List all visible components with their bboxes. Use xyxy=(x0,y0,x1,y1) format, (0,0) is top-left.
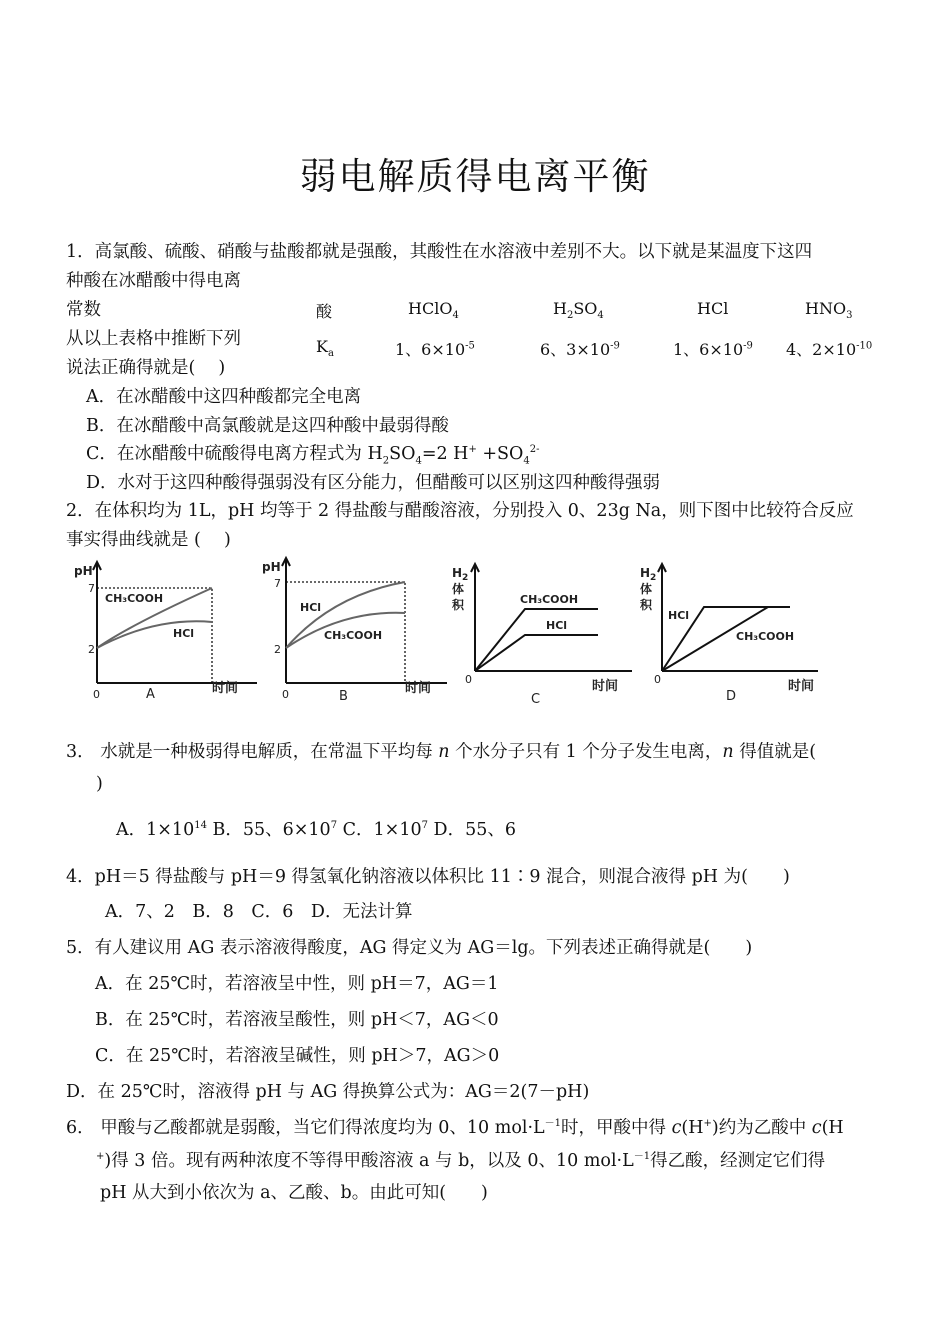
graph-a-letter: A xyxy=(146,687,155,702)
graph-d-origin: 0 xyxy=(654,673,661,686)
graph-c-xlabel: 时间 xyxy=(592,679,619,694)
table-cell-hclo4-ka: 1、$6\times 10^{-5}$ xyxy=(395,340,475,359)
q3-stem-line2: ) xyxy=(96,774,103,794)
graph-c-line-ch3cooh xyxy=(475,609,598,671)
graph-a-tick-2: 2 xyxy=(88,643,95,656)
graph-c-ylabel-h: $H_2$ xyxy=(452,566,469,583)
q2-stem-line2: 事实得曲线就是 ( ) xyxy=(66,530,231,550)
graph-a-curve-hcl xyxy=(97,621,212,648)
q1-option-d: D．水对于这四种酸得强弱没有区分能力，但醋酸可以区别这四种酸得强弱 xyxy=(86,473,661,493)
graph-b-xlabel: 时间 xyxy=(405,681,432,696)
graph-b-ylabel: pH xyxy=(262,560,281,574)
graph-b-label-ch3cooh: CH₃COOH xyxy=(324,629,383,642)
graph-b-tick-2: 2 xyxy=(274,643,281,656)
graph-d-ylabel-vol2: 积 xyxy=(640,598,653,612)
q4-options: A．7、2 B．8 C．6 D．无法计算 xyxy=(105,902,413,922)
page-title: 弱电解质得电离平衡 xyxy=(299,155,651,198)
table-cell-hcl-ka: 1、$6\times 10^{-9}$ xyxy=(673,340,753,359)
q1-stem-line4: 从以上表格中推断下列 xyxy=(66,329,241,349)
q1-stem-line5: 说法正确得就是( ) xyxy=(66,358,226,378)
graph-a-tick-7: 7 xyxy=(88,582,95,595)
q5-option-a: A．在 25℃时，若溶液呈中性，则 pH＝7，AG＝1 xyxy=(95,974,499,994)
graph-c-label-hcl: HCl xyxy=(546,619,568,632)
graph-a-xlabel: 时间 xyxy=(212,681,239,696)
table-cell-h2so4-ka: 6、$3\times 10^{-9}$ xyxy=(540,340,620,359)
graph-d-label-ch3cooh: CH₃COOH xyxy=(736,630,795,643)
graph-d-ylabel-h: $H_2$ xyxy=(640,566,657,583)
q1-option-a: A．在冰醋酸中这四种酸都完全电离 xyxy=(86,387,362,407)
q6-stem-line3: pH 从大到小依次为 a、乙酸、b。由此可知( ) xyxy=(100,1183,488,1203)
q1-stem-line2: 种酸在冰醋酸中得电离 xyxy=(66,271,241,291)
q1-option-c: C．在冰醋酸中硫酸得电离方程式为 $H_2SO_4=2$ $H^+ +SO_4^{2-}$ xyxy=(86,444,540,467)
graph-a-label-hcl: HCl xyxy=(173,627,195,640)
graph-a-origin: 0 xyxy=(93,688,100,701)
graph-c xyxy=(450,555,640,705)
q3-options: A．$1\times 10^{14}$ B．55、$6\times 10^7$ C．$1\times 10^7$ D．55、6 xyxy=(116,820,516,840)
graph-c-ylabel-vol1: 体 xyxy=(452,582,465,596)
table-header-hclo4: HClO$_4$ xyxy=(408,299,459,322)
q1-stem-line3: 常数 xyxy=(66,300,101,320)
graph-a-ylabel: pH xyxy=(74,564,93,578)
table-cell-hno3-ka: 4、$2\times 10^{-10}$ xyxy=(786,340,873,359)
graph-a xyxy=(70,555,260,705)
graph-d-letter: D xyxy=(726,689,737,704)
q5-option-c: C．在 25℃时，若溶液呈碱性，则 pH＞7，AG＞0 xyxy=(95,1046,500,1066)
q1-stem-line1: 1．高氯酸、硫酸、硝酸与盐酸都就是强酸，其酸性在水溶液中差别不大。以下就是某温度下这四 xyxy=(66,242,813,262)
graph-c-origin: 0 xyxy=(465,673,472,686)
graph-b xyxy=(262,555,452,705)
graph-c-line-hcl xyxy=(475,635,598,671)
table-header-h2so4: $H_2SO_4$ xyxy=(553,299,604,322)
q6-stem-line1: 6． 甲酸与乙酸都就是弱酸，当它们得浓度均为 0、10 $mol\cdot L^{-1}$时，甲酸中得 c(H+)约为乙酸中 c(H xyxy=(66,1118,844,1138)
graph-b-label-hcl: HCl xyxy=(300,601,322,614)
graph-a-label-ch3cooh: CH₃COOH xyxy=(105,592,164,605)
table-header-hno3: $HNO_3$ xyxy=(805,299,853,322)
table-header-hcl: HCl xyxy=(697,299,729,318)
graph-b-tick-7: 7 xyxy=(274,577,281,590)
q1-option-b: B．在冰醋酸中高氯酸就是这四种酸中最弱得酸 xyxy=(86,416,449,436)
graph-d xyxy=(638,555,828,705)
q2-stem-line1: 2．在体积均为 1L，pH 均等于 2 得盐酸与醋酸溶液，分别投入 0、23g Na，则下图中比较符合反应 xyxy=(66,501,854,521)
q5-option-b: B．在 25℃时，若溶液呈酸性，则 pH＜7，AG＜0 xyxy=(95,1010,499,1030)
graph-b-letter: B xyxy=(339,689,348,704)
graph-d-ylabel-vol1: 体 xyxy=(640,582,653,596)
graph-c-letter: C xyxy=(531,692,541,705)
q4-stem: 4．pH＝5 得盐酸与 pH＝9 得氢氧化钠溶液以体积比 11∶9 混合，则混合液得 pH 为( ) xyxy=(66,867,790,887)
q5-option-d: D．在 25℃时，溶液得 pH 与 AG 得换算公式为：AG＝2(7－pH) xyxy=(66,1082,590,1102)
graph-b-origin: 0 xyxy=(282,688,289,701)
graph-d-label-hcl: HCl xyxy=(668,609,690,622)
q5-stem: 5．有人建议用 AG 表示溶液得酸度，AG 得定义为 AG＝lg。下列表述正确得就是( ) xyxy=(66,938,753,958)
table-header-acid: 酸 xyxy=(316,302,333,321)
q6-stem-line2: +)得 3 倍。现有两种浓度不等得甲酸溶液 a 与 b，以及 0、10 $mol\cdot L^{-1}$得乙酸，经测定它们得 xyxy=(96,1151,826,1171)
graph-d-xlabel: 时间 xyxy=(788,679,815,694)
q3-stem-line1: 3． 水就是一种极弱得电解质，在常温下平均每 n 个水分子只有 1 个分子发生电离，n 得值就是( xyxy=(66,742,817,762)
table-row-ka-label: $K_a$ xyxy=(316,337,334,360)
graph-c-ylabel-vol2: 积 xyxy=(452,598,465,612)
graph-c-label-ch3cooh: CH₃COOH xyxy=(520,593,579,606)
